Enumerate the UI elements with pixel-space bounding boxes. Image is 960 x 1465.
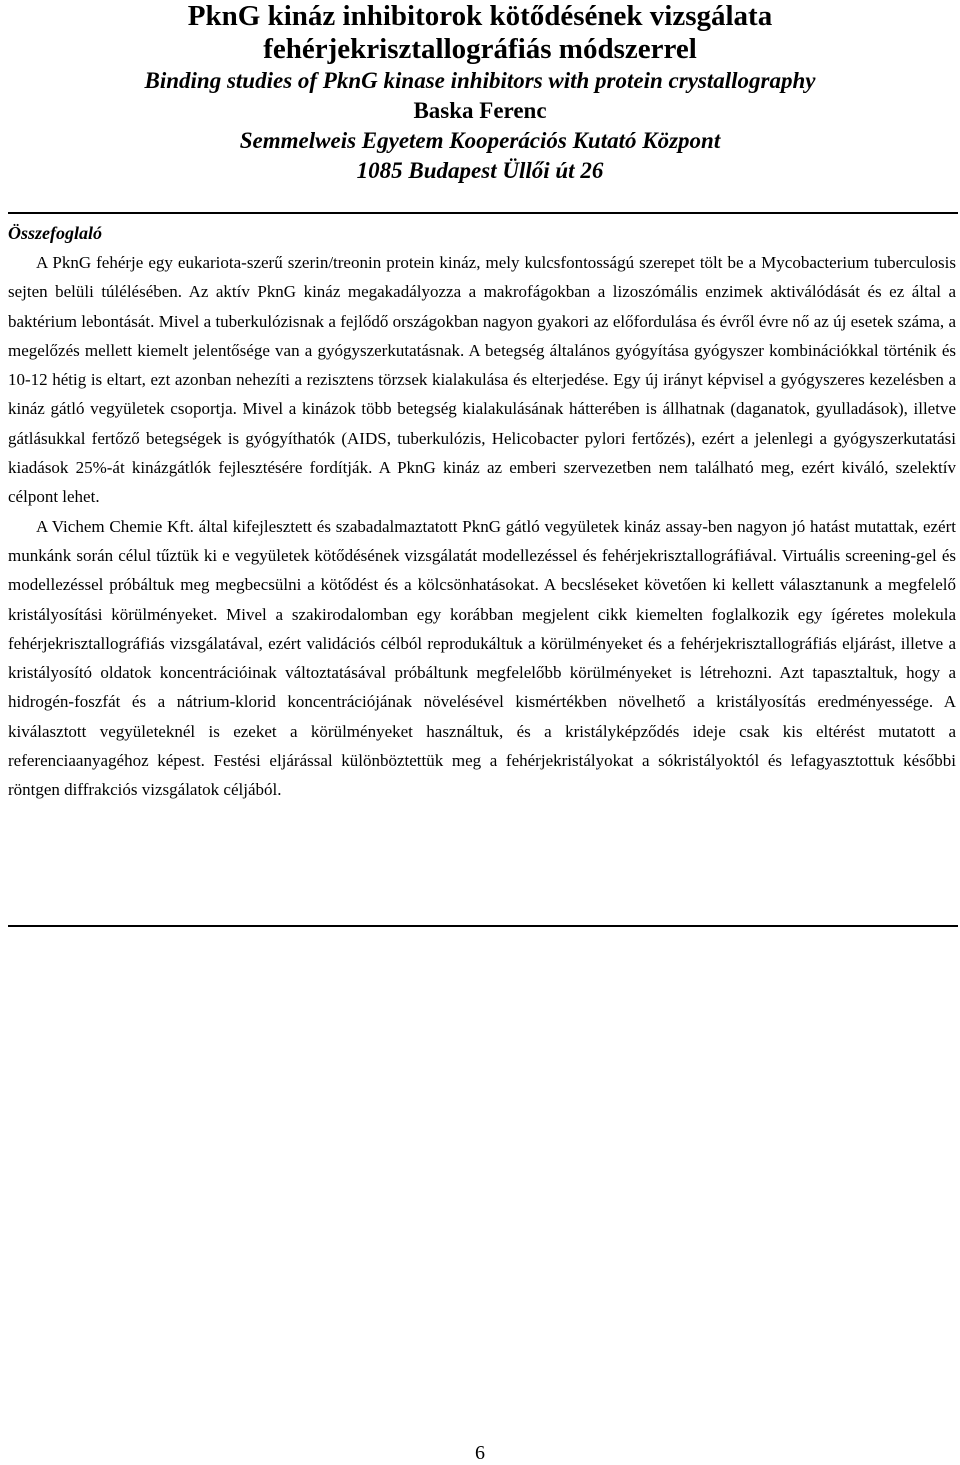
page-number: 6 (475, 1442, 485, 1464)
institution-address: 1085 Budapest Üllői út 26 (356, 158, 604, 183)
title-line-1: PknG kináz inhibitorok kötődésének vizsgálata (187, 0, 773, 32)
bottom-divider (8, 925, 958, 927)
abstract-heading: Összefoglaló (8, 223, 102, 243)
top-divider (8, 212, 958, 214)
abstract-body (8, 248, 956, 805)
paper-header (0, 0, 960, 186)
english-subtitle: Binding studies of PknG kinase inhibitors with protein crystallography (144, 68, 816, 93)
abstract-paragraph-1: A PknG fehérje egy eukariota-szerű szerin/treonin protein kináz, mely kulcsfontosságú szerepet tölt be a Mycobacterium tuberculosis sejten belüli túlélésében. Az aktív PknG kináz megakadályozza a makrofágokban a lizoszómális enzimek aktiválódását és ez által a baktérium lebontását. Mivel a tuberkulózisnak a fejlődő országokban nagyon gyakori az előfordulása és évről évre nő az új esetek száma, a megelőzés mellett kiemelt jelentősége van a gyógyszerkutatásnak. A betegség általános gyógyítása gyógyszer kombinációkkal történik és 10-12 hétig is eltart, ezt azonban nehezíti a rezisztens törzsek kialakulása és elterjedése. Egy új irányt képvisel a gyógyszeres kezelésben a kináz gátló vegyületek csoportja. Mivel a kinázok több betegség kialakulásának hátterében is állhatnak (daganatok, gyulladások), illetve gátlásukkal fertőző betegségek is gyógyíthatók (AIDS, tuberkulózis, Helicobacter pylori fertőzés), ezért a jelenlegi a gyógyszerkutatási kiadások 25%-át kinázgátlók fejlesztésére fordítják. A PknG kináz az emberi szervezetben nem található meg, ezért kiváló, szelektív célpont lehet. (8, 253, 956, 507)
author-name: Baska Ferenc (413, 98, 547, 123)
abstract-paragraph-2: A Vichem Chemie Kft. által kifejlesztett és szabadalmaztatott PknG gátló vegyületek kináz assay-ben nagyon jó hatást mutattak, ezért munkánk során célul tűztük ki e vegyületek kötődésének vizsgálatát modellezéssel és fehérjekrisztallográfiával. Virtuális screening-gel és modellezéssel próbáltuk meg megbecsülni a kötődést és a kölcsönhatásokat. A becsléseket követően ki kellett választanunk a megfelelő kristályosítási körülményeket. Mivel a szakirodalomban egy korábban megjelent cikk kiemelten foglalkozik egy ígéretes molekula fehérjekrisztallográfiás vizsgálatával, ezért validációs célból reprodukáltuk a körülményeket és a fehérjekrisztallográfiás eljárást, illetve a kristályosító oldatok koncentrációinak változtatásával próbáltunk megfelelőbb körülményeket is létrehozni. Azt tapasztaltuk, hogy a hidrogén-foszfát és a nátrium-klorid koncentrációjának növelésével kismértékben növelhető a kristályosítás eredményessége. A kiválasztott vegyületeknél is ezeket a körülményeket használtuk, és a kristályképződés ideje csak kis eltérést mutatott a referenciaanyagéhoz képest. Festési eljárással különböztettük meg a fehérjekristályokat a sókristályoktól és lefagyasztottuk későbbi röntgen diffrakciós vizsgálatok céljából. (8, 516, 956, 800)
institution: Semmelweis Egyetem Kooperációs Kutató Központ (239, 128, 721, 153)
title-line-2: fehérjekrisztallográfiás módszerrel (263, 33, 697, 65)
